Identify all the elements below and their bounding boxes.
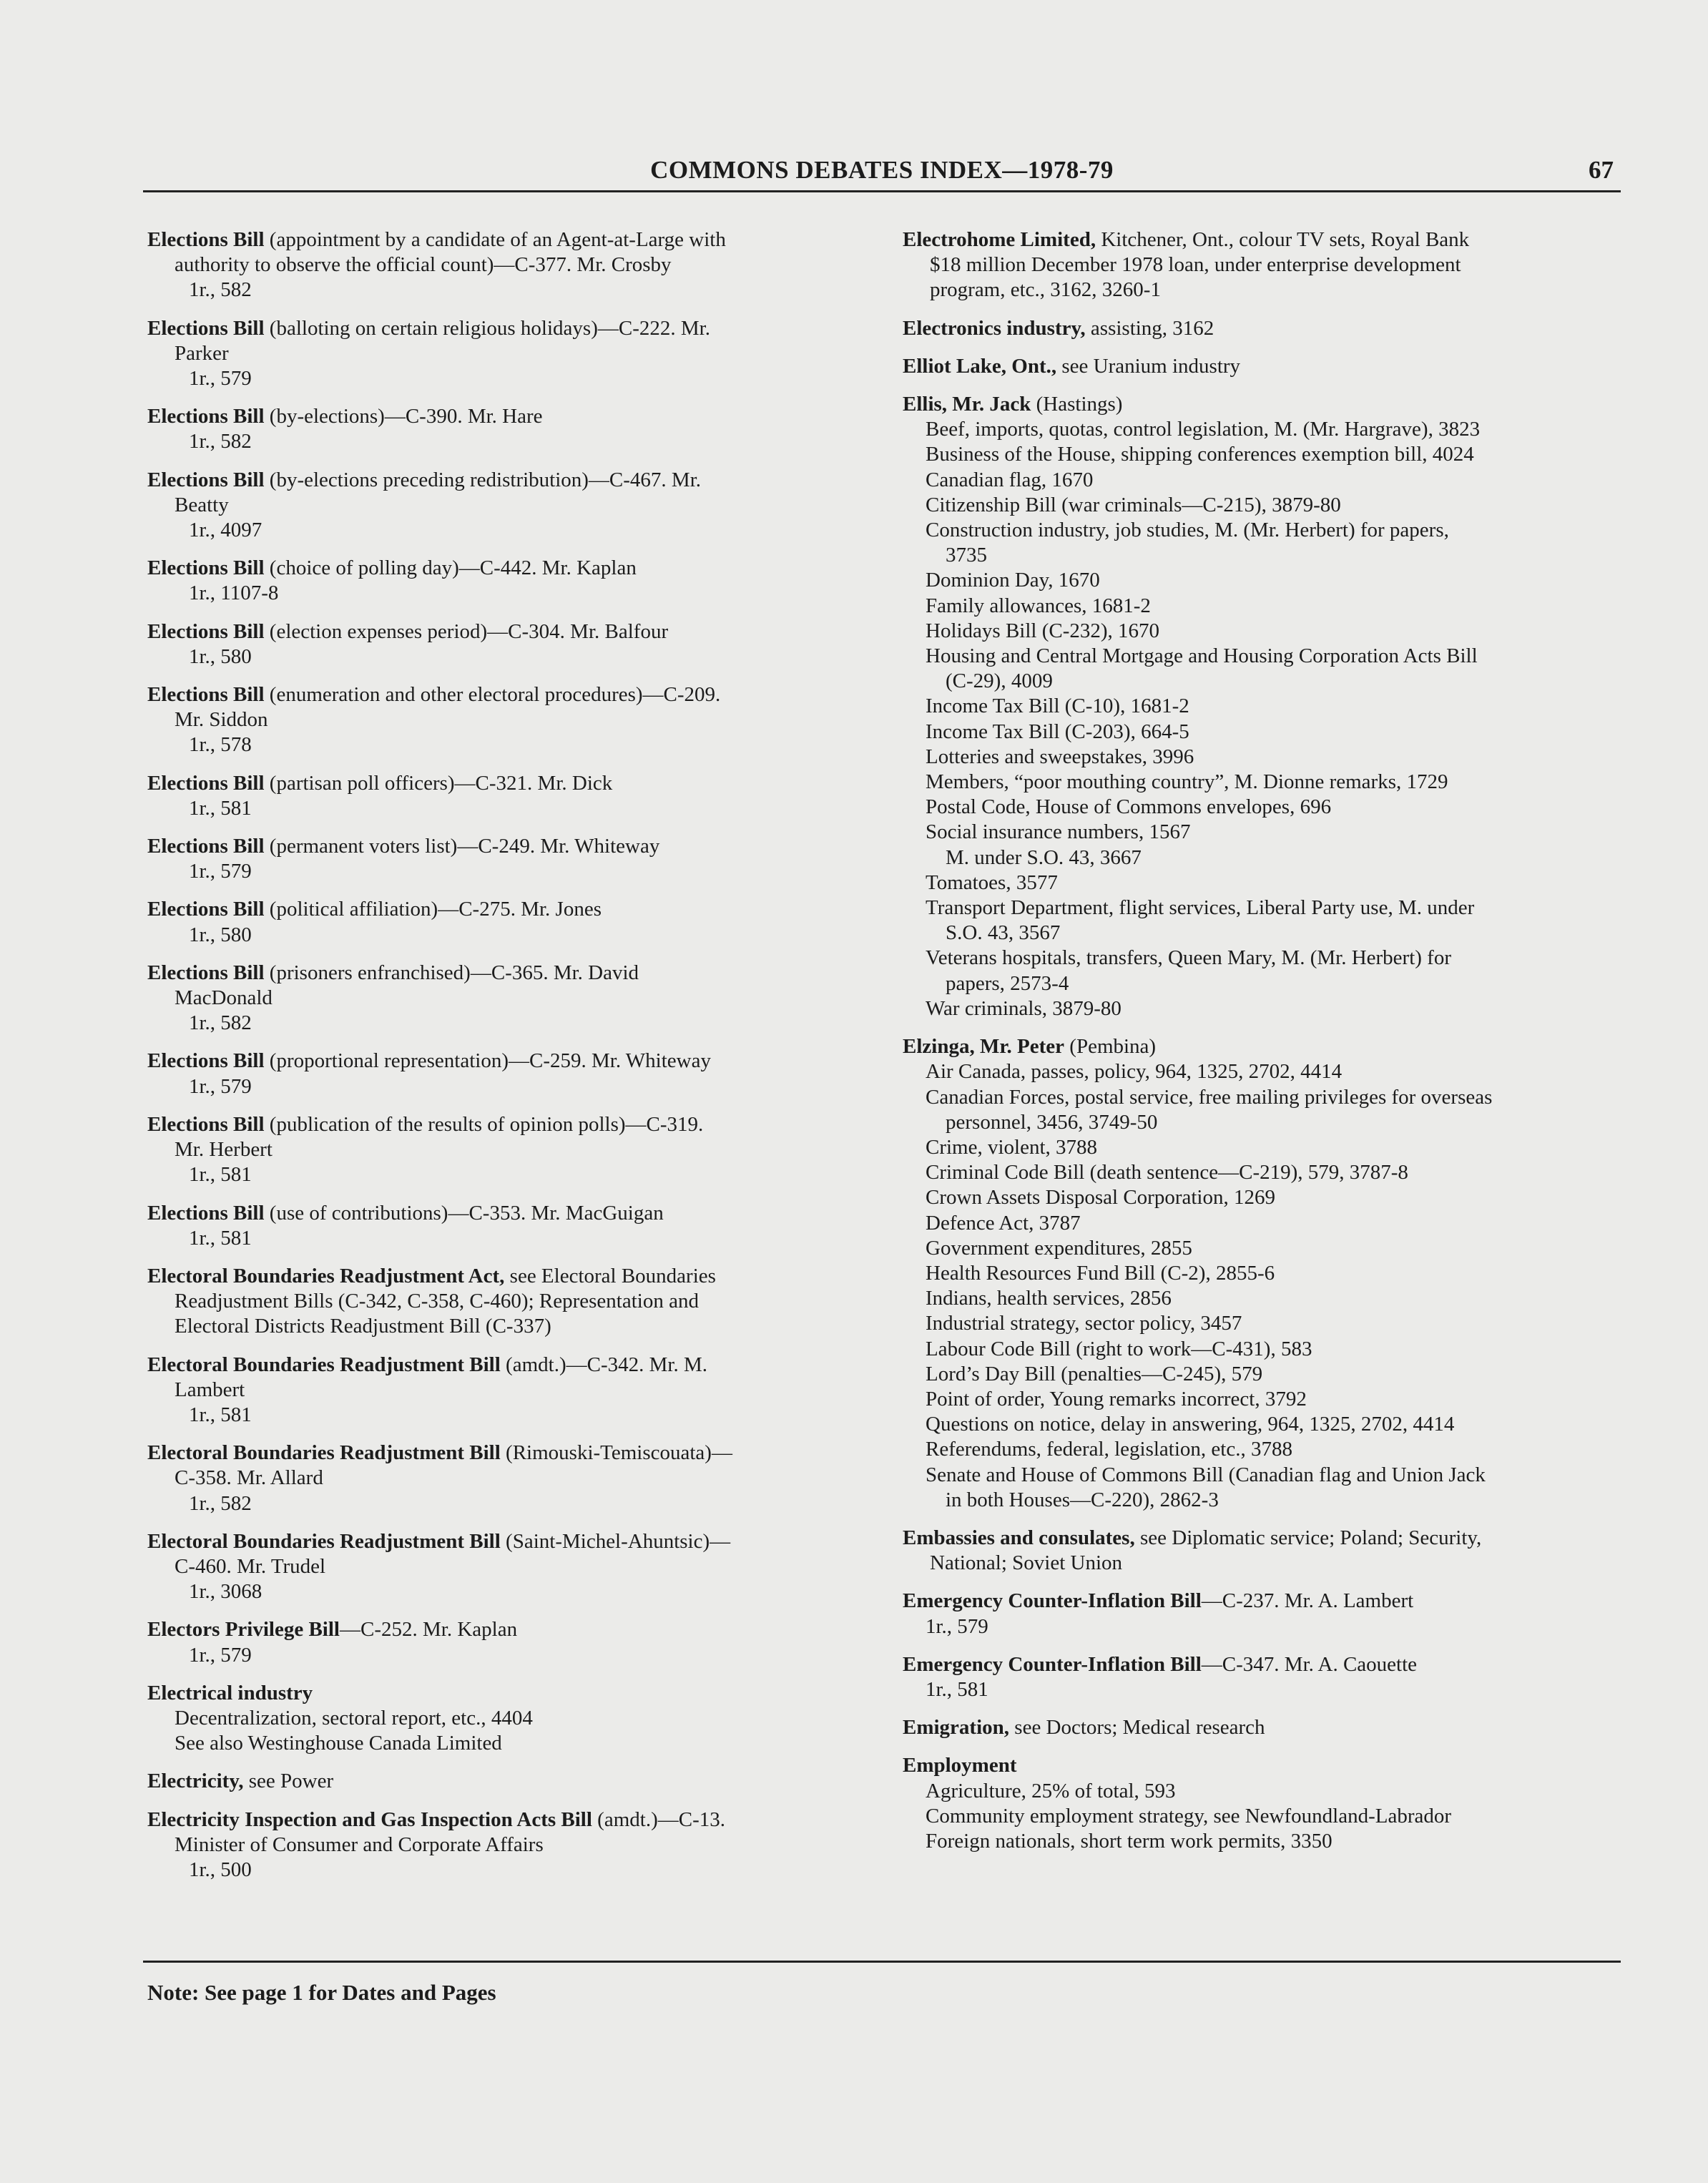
entry-first-line xyxy=(147,961,866,986)
entry-line xyxy=(903,568,1621,593)
page-header xyxy=(143,152,1621,192)
entry-text: Veterans hospitals, transfers, Queen Mary, M. (Mr. Herbert) for xyxy=(926,946,1451,970)
entry-line xyxy=(903,946,1621,971)
entry-line xyxy=(903,468,1621,493)
entry-heading: Elections Bill xyxy=(147,556,265,580)
entry-line xyxy=(147,1378,866,1403)
entry-first-line xyxy=(903,1526,1621,1551)
entry-text: National; Soviet Union xyxy=(930,1551,1123,1575)
index-entry xyxy=(147,682,866,758)
page-title: COMMONS DEBATES INDEX—1978-79 xyxy=(650,156,1114,184)
entry-line xyxy=(903,1185,1621,1210)
entry-line xyxy=(147,1491,866,1516)
entry-line xyxy=(903,1135,1621,1160)
entry-text: Readjustment Bills (C-342, C-358, C-460); Representation and xyxy=(175,1290,699,1313)
entry-text: assisting, 3162 xyxy=(1085,316,1214,340)
entry-line xyxy=(903,278,1621,303)
entry-line xyxy=(147,732,866,757)
index-entry xyxy=(903,1034,1621,1513)
index-entry xyxy=(147,1529,866,1605)
entry-line xyxy=(903,694,1621,719)
entry-text: —C-237. Mr. A. Lambert xyxy=(1201,1589,1414,1613)
entry-text: War criminals, 3879-80 xyxy=(926,996,1122,1020)
entry-heading: Elections Bill xyxy=(147,619,265,643)
entry-text: Lambert xyxy=(175,1378,245,1401)
entry-heading: Electricity, xyxy=(147,1770,244,1793)
entry-line xyxy=(147,859,866,884)
entry-line xyxy=(147,1011,866,1036)
index-entry xyxy=(903,1652,1621,1702)
entry-text: C-460. Mr. Trudel xyxy=(175,1554,326,1578)
entry-text: see Power xyxy=(243,1770,334,1793)
entry-line xyxy=(903,1261,1621,1286)
entry-text: Mr. Siddon xyxy=(175,708,268,732)
entry-text: Family allowances, 1681-2 xyxy=(926,594,1151,617)
entry-line xyxy=(903,870,1621,896)
entry-line xyxy=(903,1829,1621,1854)
entry-line xyxy=(903,252,1621,278)
entry-text: 1r., 581 xyxy=(926,1677,988,1701)
entry-text: (balloting on certain religious holidays)—C-222. Mr. xyxy=(264,316,710,340)
entry-text: Minister of Consumer and Corporate Affairs xyxy=(175,1833,544,1856)
entry-text: Social insurance numbers, 1567 xyxy=(926,820,1191,844)
entry-line xyxy=(903,1110,1621,1135)
index-entry xyxy=(147,1769,866,1794)
entry-text: personnel, 3456, 3749-50 xyxy=(946,1110,1158,1134)
entry-line xyxy=(903,820,1621,845)
index-entry xyxy=(903,354,1621,379)
index-entry xyxy=(147,404,866,454)
entry-first-line xyxy=(903,392,1621,417)
entry-first-line xyxy=(147,1049,866,1074)
entry-text: 1r., 3068 xyxy=(189,1580,262,1604)
index-entry xyxy=(903,316,1621,341)
index-entry xyxy=(147,1264,866,1340)
entry-text: Mr. Herbert xyxy=(175,1138,273,1162)
entry-line xyxy=(903,644,1621,669)
entry-text: 1r., 1107-8 xyxy=(189,582,279,605)
entry-heading: Elections Bill xyxy=(147,961,265,984)
entry-text: 1r., 581 xyxy=(189,1403,252,1426)
entry-text: Citizenship Bill (war criminals—C-215), 3879-80 xyxy=(926,493,1341,516)
entry-first-line xyxy=(903,316,1621,341)
entry-text: —C-252. Mr. Kaplan xyxy=(339,1618,518,1642)
entry-text: (by-elections)—C-390. Mr. Hare xyxy=(264,405,543,428)
entry-text: Members, “poor mouthing country”, M. Dionne remarks, 1729 xyxy=(926,770,1448,794)
entry-text: (C-29), 4009 xyxy=(946,669,1053,693)
entry-heading: Emergency Counter-Inflation Bill xyxy=(903,1652,1202,1676)
entry-text: (enumeration and other electoral procedures)—C-209. xyxy=(264,683,721,707)
entry-text: (political affiliation)—C-275. Mr. Jones xyxy=(264,898,602,921)
entry-text: Canadian flag, 1670 xyxy=(926,468,1094,491)
entry-line xyxy=(147,1226,866,1251)
entry-line xyxy=(903,417,1621,442)
entry-text: 1r., 582 xyxy=(189,1491,252,1515)
entry-text: (choice of polling day)—C-442. Mr. Kaplan xyxy=(264,556,637,580)
entry-line xyxy=(147,1833,866,1858)
entry-first-line xyxy=(903,1715,1621,1740)
entry-line xyxy=(903,1804,1621,1829)
entry-first-line xyxy=(147,1529,866,1554)
index-entry xyxy=(147,961,866,1036)
entry-first-line xyxy=(903,354,1621,379)
entry-line xyxy=(903,1614,1621,1639)
entry-heading: Elections Bill xyxy=(147,1112,265,1136)
entry-heading: Elzinga, Mr. Peter xyxy=(903,1035,1065,1059)
entry-text: Referendums, federal, legislation, etc., 3788 xyxy=(926,1438,1292,1461)
entry-line xyxy=(147,986,866,1011)
entry-text: see Electoral Boundaries xyxy=(504,1264,716,1287)
entry-text: Canadian Forces, postal service, free mailing privileges for overseas xyxy=(926,1085,1493,1109)
entry-line xyxy=(903,1085,1621,1110)
entry-text: 1r., 580 xyxy=(189,923,252,946)
entry-text: See also Westinghouse Canada Limited xyxy=(175,1732,502,1755)
index-entry xyxy=(147,619,866,669)
footer-note: Note: See page 1 for Dates and Pages xyxy=(147,1980,496,2005)
entry-text: M. under S.O. 43, 3667 xyxy=(946,845,1142,869)
entry-line xyxy=(147,1643,866,1668)
entry-line xyxy=(147,1162,866,1187)
entry-text: Point of order, Young remarks incorrect, 3792 xyxy=(926,1387,1307,1411)
entry-text: (Saint-Michel-Ahuntsic)— xyxy=(500,1529,731,1553)
entry-heading: Emergency Counter-Inflation Bill xyxy=(903,1589,1202,1613)
entry-heading: Elections Bill xyxy=(147,898,265,921)
entry-text: 1r., 582 xyxy=(189,430,252,453)
index-entry xyxy=(147,1617,866,1667)
entry-text: Income Tax Bill (C-10), 1681-2 xyxy=(926,695,1189,718)
entry-text: Foreign nationals, short term work permits, 3350 xyxy=(926,1829,1332,1853)
entry-first-line xyxy=(147,556,866,581)
entry-text: (appointment by a candidate of an Agent-at-Large with xyxy=(264,228,726,251)
entry-first-line xyxy=(903,1652,1621,1677)
entry-first-line xyxy=(147,1769,866,1794)
entry-first-line xyxy=(147,1617,866,1642)
entry-heading: Elections Bill xyxy=(147,683,265,707)
index-entry xyxy=(147,556,866,606)
entry-text: 1r., 578 xyxy=(189,733,252,757)
entry-first-line xyxy=(147,682,866,707)
entry-first-line xyxy=(147,834,866,859)
entry-text: 1r., 579 xyxy=(189,1643,252,1667)
entry-line xyxy=(903,619,1621,644)
entry-text: papers, 2573-4 xyxy=(946,971,1069,995)
entry-text: see Uranium industry xyxy=(1056,354,1241,378)
entry-text: Crime, violent, 3788 xyxy=(926,1135,1098,1159)
entry-text: 1r., 580 xyxy=(189,644,252,668)
entry-text: Government expenditures, 2855 xyxy=(926,1236,1192,1260)
entry-text: (prisoners enfranchised)—C-365. Mr. David xyxy=(264,961,639,984)
index-entry xyxy=(147,468,866,544)
entry-line xyxy=(147,518,866,543)
index-entry xyxy=(903,227,1621,303)
entry-heading: Ellis, Mr. Jack xyxy=(903,393,1031,416)
index-entry xyxy=(903,1589,1621,1639)
entry-line xyxy=(903,1551,1621,1576)
entry-line xyxy=(903,1211,1621,1236)
entry-line xyxy=(903,1437,1621,1462)
entry-text: Income Tax Bill (C-203), 664-5 xyxy=(926,720,1189,743)
entry-text: Agriculture, 25% of total, 593 xyxy=(926,1779,1176,1802)
entry-first-line xyxy=(147,1353,866,1378)
entry-line xyxy=(147,1731,866,1756)
entry-heading: Elections Bill xyxy=(147,316,265,340)
entry-line xyxy=(147,1403,866,1428)
entry-text: 1r., 500 xyxy=(189,1858,252,1881)
entry-text: Parker xyxy=(175,341,229,365)
entry-line xyxy=(903,971,1621,996)
entry-text: see Doctors; Medical research xyxy=(1009,1716,1265,1740)
entry-first-line xyxy=(147,771,866,796)
entry-text: 1r., 4097 xyxy=(189,519,262,542)
index-entry xyxy=(903,392,1621,1021)
index-entry xyxy=(147,1049,866,1099)
entry-text: Holidays Bill (C-232), 1670 xyxy=(926,619,1160,642)
entry-line xyxy=(903,543,1621,568)
index-entry xyxy=(903,1753,1621,1854)
entry-text: MacDonald xyxy=(175,986,273,1010)
entry-heading: Electricity Inspection and Gas Inspection Acts Bill xyxy=(147,1807,592,1831)
entry-line xyxy=(147,923,866,948)
entry-line xyxy=(903,1488,1621,1513)
entry-line xyxy=(903,1463,1621,1488)
entry-line xyxy=(147,1314,866,1339)
entry-line xyxy=(147,1579,866,1604)
entry-line xyxy=(147,1289,866,1314)
entry-line xyxy=(147,707,866,732)
entry-text: program, etc., 3162, 3260-1 xyxy=(930,278,1161,302)
entry-first-line xyxy=(147,1264,866,1289)
entry-heading: Electrical industry xyxy=(147,1681,313,1704)
entry-text: (permanent voters list)—C-249. Mr. Whiteway xyxy=(264,835,660,858)
entry-heading: Elections Bill xyxy=(147,1049,265,1073)
entry-line xyxy=(147,1858,866,1883)
entry-heading: Elections Bill xyxy=(147,468,265,491)
entry-text: Industrial strategy, sector policy, 3457 xyxy=(926,1312,1242,1335)
entry-text: Health Resources Fund Bill (C-2), 2855-6 xyxy=(926,1261,1275,1285)
entry-line xyxy=(147,796,866,821)
entry-line xyxy=(903,720,1621,745)
entry-text: Beef, imports, quotas, control legislation, M. (Mr. Hargrave), 3823 xyxy=(926,418,1481,441)
entry-line xyxy=(903,1160,1621,1185)
entry-line xyxy=(903,1412,1621,1437)
entry-line xyxy=(903,1779,1621,1804)
entry-text: Kitchener, Ont., colour TV sets, Royal Bank xyxy=(1096,228,1470,251)
entry-text: Dominion Day, 1670 xyxy=(926,569,1100,592)
entry-text: Indians, health services, 2856 xyxy=(926,1287,1172,1310)
entry-text: 1r., 581 xyxy=(189,1163,252,1187)
entry-heading: Electrohome Limited, xyxy=(903,228,1096,251)
entry-text: (Hastings) xyxy=(1031,393,1123,416)
entry-first-line xyxy=(147,1201,866,1226)
entry-first-line xyxy=(903,1589,1621,1614)
entry-text: C-358. Mr. Allard xyxy=(175,1466,323,1490)
entry-text: Labour Code Bill (right to work—C-431), 583 xyxy=(926,1337,1312,1360)
entry-line xyxy=(903,1387,1621,1412)
left-column xyxy=(147,227,866,1895)
entry-heading: Emigration, xyxy=(903,1716,1010,1740)
entry-text: Lotteries and sweepstakes, 3996 xyxy=(926,745,1194,768)
entry-line xyxy=(903,795,1621,820)
entry-first-line xyxy=(147,316,866,341)
entry-text: —C-347. Mr. A. Caouette xyxy=(1201,1652,1418,1676)
right-column xyxy=(903,227,1621,1867)
entry-text: Beatty xyxy=(175,493,229,516)
entry-text: (use of contributions)—C-353. Mr. MacGuigan xyxy=(264,1201,664,1225)
entry-first-line xyxy=(147,1112,866,1137)
index-entry xyxy=(147,316,866,392)
entry-first-line xyxy=(147,227,866,252)
entry-text: $18 million December 1978 loan, under enterprise development xyxy=(930,253,1461,277)
entry-heading: Electoral Boundaries Readjustment Bill xyxy=(147,1353,501,1376)
index-entry xyxy=(903,1715,1621,1740)
entry-line xyxy=(903,1362,1621,1387)
entry-text: Air Canada, passes, policy, 964, 1325, 2702, 4414 xyxy=(926,1060,1343,1084)
entry-text: Tomatoes, 3577 xyxy=(926,870,1058,894)
entry-text: Community employment strategy, see Newfoundland-Labrador xyxy=(926,1804,1452,1828)
entry-heading: Elections Bill xyxy=(147,835,265,858)
entry-first-line xyxy=(147,1441,866,1466)
entry-text: Lord’s Day Bill (penalties—C-245), 579 xyxy=(926,1362,1263,1385)
entry-text: Construction industry, job studies, M. (Mr. Herbert) for papers, xyxy=(926,519,1449,542)
entry-first-line xyxy=(147,404,866,429)
index-entry xyxy=(147,1201,866,1251)
entry-line xyxy=(147,341,866,366)
entry-text: Housing and Central Mortgage and Housing Corporation Acts Bill xyxy=(926,644,1478,668)
index-entry xyxy=(903,1526,1621,1576)
index-entry xyxy=(147,1807,866,1883)
footer-rule xyxy=(143,1961,1621,1963)
entry-heading: Electoral Boundaries Readjustment Bill xyxy=(147,1441,501,1465)
entry-line xyxy=(147,493,866,518)
index-entry xyxy=(147,1681,866,1757)
entry-text: Postal Code, House of Commons envelopes, 696 xyxy=(926,795,1332,819)
entry-line xyxy=(147,366,866,391)
entry-first-line xyxy=(903,1753,1621,1778)
entry-text: Transport Department, flight services, Liberal Party use, M. under xyxy=(926,896,1475,920)
entry-text: 1r., 581 xyxy=(189,796,252,820)
entry-line xyxy=(903,1236,1621,1261)
entry-line xyxy=(903,1677,1621,1702)
entry-text: Defence Act, 3787 xyxy=(926,1211,1081,1235)
entry-heading: Elections Bill xyxy=(147,405,265,428)
entry-text: (amdt.)—C-13. xyxy=(592,1807,725,1831)
index-entry xyxy=(147,1112,866,1188)
entry-first-line xyxy=(903,1034,1621,1059)
entry-text: 1r., 582 xyxy=(189,278,252,302)
entry-heading: Embassies and consulates, xyxy=(903,1526,1135,1549)
entry-first-line xyxy=(903,227,1621,252)
entry-text: 3735 xyxy=(946,544,987,567)
entry-text: Senate and House of Commons Bill (Canadian flag and Union Jack xyxy=(926,1463,1486,1486)
entry-line xyxy=(147,1137,866,1162)
entry-line xyxy=(903,996,1621,1021)
entry-text: Crown Assets Disposal Corporation, 1269 xyxy=(926,1186,1275,1210)
entry-line xyxy=(903,1337,1621,1362)
index-entry xyxy=(147,771,866,821)
index-entry xyxy=(147,897,866,947)
entry-line xyxy=(903,1059,1621,1084)
entry-line xyxy=(903,1311,1621,1336)
entry-text: (Rimouski-Temiscouata)— xyxy=(500,1441,732,1465)
entry-text: (amdt.)—C-342. Mr. M. xyxy=(500,1353,707,1376)
entry-line xyxy=(903,921,1621,946)
entry-heading: Elliot Lake, Ont., xyxy=(903,354,1057,378)
entry-heading: Electors Privilege Bill xyxy=(147,1618,340,1642)
entry-line xyxy=(147,278,866,303)
entry-text: 1r., 581 xyxy=(189,1226,252,1250)
entry-first-line xyxy=(147,1681,866,1706)
index-entry xyxy=(147,834,866,884)
entry-line xyxy=(147,1706,866,1731)
entry-text: (publication of the results of opinion polls)—C-319. xyxy=(264,1112,704,1136)
entry-heading: Elections Bill xyxy=(147,771,265,795)
entry-text: Decentralization, sectoral report, etc., 4404 xyxy=(175,1706,533,1730)
entry-line xyxy=(147,252,866,278)
entry-heading: Electoral Boundaries Readjustment Bill xyxy=(147,1529,501,1553)
entry-text: 1r., 579 xyxy=(189,367,252,391)
entry-line xyxy=(147,1074,866,1099)
entry-first-line xyxy=(147,897,866,922)
page-number: 67 xyxy=(1589,156,1614,184)
entry-first-line xyxy=(147,619,866,644)
entry-text: authority to observe the official count)—C-377. Mr. Crosby xyxy=(175,253,672,277)
entry-line xyxy=(903,770,1621,795)
entry-text: (election expenses period)—C-304. Mr. Balfour xyxy=(264,619,669,643)
entry-heading: Electoral Boundaries Readjustment Act, xyxy=(147,1264,505,1287)
entry-text: (proportional representation)—C-259. Mr. Whiteway xyxy=(264,1049,711,1073)
entry-text: Business of the House, shipping conferences exemption bill, 4024 xyxy=(926,443,1474,466)
entry-line xyxy=(147,429,866,454)
entry-heading: Employment xyxy=(903,1754,1017,1777)
entry-line xyxy=(903,845,1621,870)
index-entry xyxy=(147,227,866,303)
entry-line xyxy=(147,644,866,669)
entry-line xyxy=(903,493,1621,518)
entry-text: see Diplomatic service; Poland; Security, xyxy=(1134,1526,1482,1549)
entry-first-line xyxy=(147,1807,866,1833)
entry-text: 1r., 582 xyxy=(189,1011,252,1035)
entry-line xyxy=(147,581,866,606)
entry-text: Electoral Districts Readjustment Bill (C-337) xyxy=(175,1315,551,1338)
index-entry xyxy=(147,1353,866,1428)
index-entry xyxy=(147,1441,866,1516)
entry-line xyxy=(903,442,1621,467)
entry-line xyxy=(903,669,1621,694)
entry-text: Questions on notice, delay in answering, 964, 1325, 2702, 4414 xyxy=(926,1413,1455,1436)
entry-first-line xyxy=(147,468,866,493)
entry-text: 1r., 579 xyxy=(189,860,252,883)
entry-text: (partisan poll officers)—C-321. Mr. Dick xyxy=(264,771,613,795)
entry-line xyxy=(147,1466,866,1491)
entry-line xyxy=(903,594,1621,619)
entry-line xyxy=(903,896,1621,921)
entry-heading: Electronics industry, xyxy=(903,316,1086,340)
entry-text: (Pembina) xyxy=(1064,1035,1157,1059)
entry-text: in both Houses—C-220), 2862-3 xyxy=(946,1488,1219,1511)
entry-text: (by-elections preceding redistribution)—C-467. Mr. xyxy=(264,468,702,491)
entry-heading: Elections Bill xyxy=(147,228,265,251)
entry-text: 1r., 579 xyxy=(926,1614,988,1638)
entry-text: S.O. 43, 3567 xyxy=(946,921,1061,945)
entry-heading: Elections Bill xyxy=(147,1201,265,1225)
entry-line xyxy=(147,1554,866,1579)
entry-line xyxy=(903,745,1621,770)
entry-text: 1r., 579 xyxy=(189,1074,252,1098)
entry-text: Criminal Code Bill (death sentence—C-219), 579, 3787-8 xyxy=(926,1161,1408,1184)
entry-line xyxy=(903,518,1621,543)
entry-line xyxy=(903,1286,1621,1311)
